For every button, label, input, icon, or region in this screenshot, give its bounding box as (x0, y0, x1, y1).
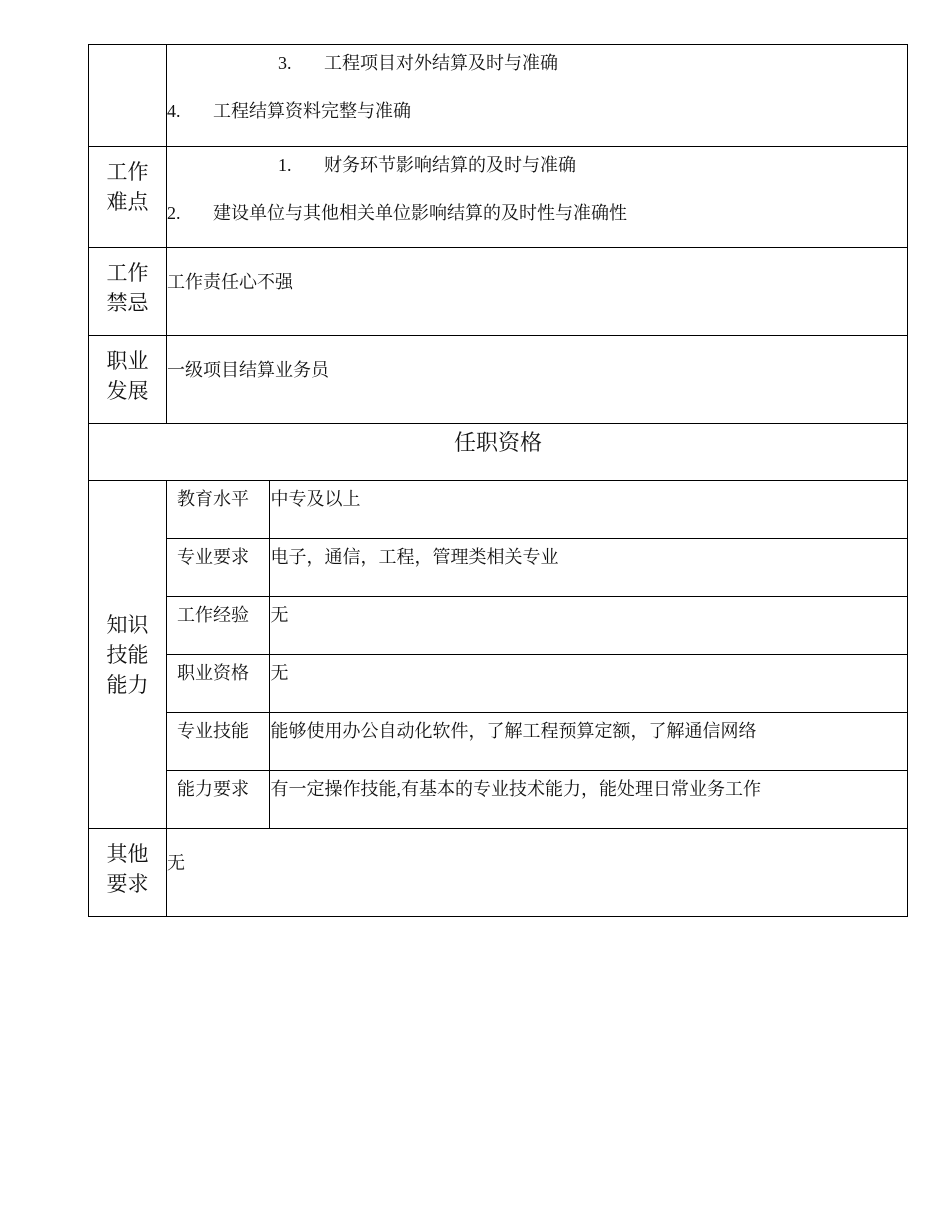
list-item (167, 195, 907, 243)
qualification-value: 无 (269, 655, 907, 713)
list-number: 4. (167, 101, 181, 121)
qualification-key: 教育水平 (167, 481, 269, 539)
list-text: 建设单位与其他相关单位影响结算的及时性与准确性 (213, 203, 627, 223)
qualification-value: 有一定操作技能,有基本的专业技术能力，能处理日常业务工作 (270, 779, 761, 799)
other-label: 其他 要求 (89, 829, 167, 917)
career-row (89, 336, 908, 424)
qualification-key: 工作经验 (167, 597, 269, 655)
standards-content (167, 45, 908, 147)
other-content: 无 (167, 829, 908, 917)
list-number: 1. (278, 155, 292, 175)
list-item (167, 93, 907, 141)
qualification-key: 职业资格 (167, 655, 269, 713)
qualification-value: 无 (269, 597, 907, 655)
qualification-title-row (89, 424, 908, 481)
table-row (167, 481, 907, 539)
table-row (167, 713, 907, 771)
qualification-key: 专业技能 (167, 713, 269, 771)
list-item (167, 147, 907, 195)
career-label: 职业 发展 (89, 336, 167, 424)
qualification-table (167, 481, 907, 828)
job-description-table (88, 44, 907, 917)
difficulties-content (167, 147, 908, 248)
other-row (89, 829, 908, 917)
qualification-value: 能够使用办公自动化软件，了解工程预算定额，了解通信网络 (269, 713, 907, 771)
qualification-key: 专业要求 (167, 539, 269, 597)
list-number: 3. (278, 53, 292, 73)
list-number: 2. (167, 203, 181, 223)
skills-row (89, 481, 908, 829)
standards-label-cell (89, 45, 167, 147)
skills-label: 知识 技能 能力 (89, 481, 167, 829)
table-row (167, 597, 907, 655)
table-row (167, 655, 907, 713)
taboos-row (89, 248, 908, 336)
list-text: 工程项目对外结算及时与准确 (324, 53, 558, 73)
taboos-content: 工作责任心不强 (167, 248, 908, 336)
difficulties-label: 工作 难点 (89, 147, 167, 248)
table-row (167, 539, 907, 597)
skills-content (167, 481, 908, 829)
qualification-value: 中专及以上 (269, 481, 907, 539)
section-title: 任职资格 (89, 424, 908, 481)
qualification-value: 电子，通信，工程，管理类相关专业 (269, 539, 907, 597)
list-text: 财务环节影响结算的及时与准确 (324, 155, 576, 175)
taboos-label: 工作 禁忌 (89, 248, 167, 336)
difficulties-row (89, 147, 908, 248)
table-row (167, 771, 907, 829)
standards-row (89, 45, 908, 147)
list-item (167, 45, 907, 93)
career-content: 一级项目结算业务员 (167, 336, 908, 424)
qualification-key: 能力要求 (167, 771, 269, 829)
list-text: 工程结算资料完整与准确 (213, 101, 411, 121)
